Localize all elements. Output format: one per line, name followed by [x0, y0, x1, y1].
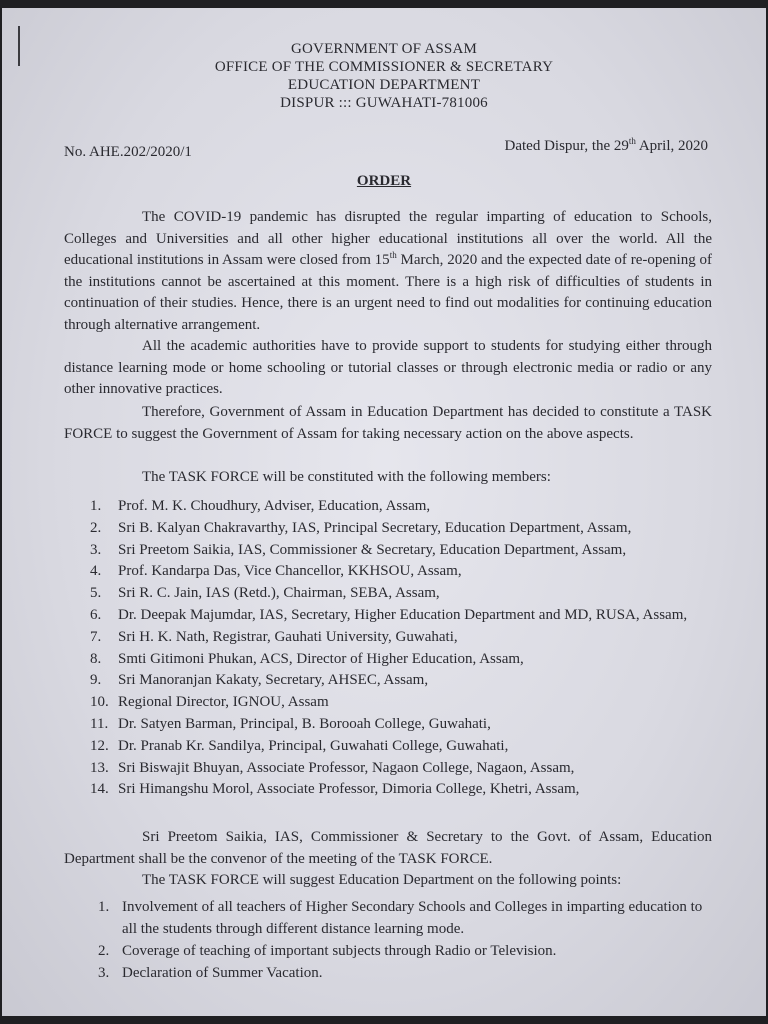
paragraph-text: March, 2020 and the expected date of re-opening of the institutions cannot be ascertained at this moment. There is a high risk of difficulties of students in continuation of their studies. Hence, there is an urgent need to find out modalities for continuing education through alternative arrangement.	[64, 252, 712, 333]
member-item-text: Dr. Satyen Barman, Principal, B. Borooah College, Guwahati,	[118, 715, 491, 732]
member-list	[90, 496, 714, 801]
member-item	[90, 561, 714, 583]
point-item	[98, 896, 718, 940]
point-item-text: Coverage of teaching of important subjects through Radio or Television.	[122, 943, 557, 959]
member-item	[90, 649, 714, 671]
paragraph-points-intro: The TASK FORCE will suggest Education Department on the following points:	[142, 872, 622, 888]
member-item-text: Sri B. Kalyan Chakravarthy, IAS, Principal Secretary, Education Department, Assam,	[118, 519, 632, 536]
member-item-text: Regional Director, IGNOU, Assam	[118, 694, 329, 711]
member-item-text: Sri Himangshu Morol, Associate Professor, Dimoria College, Khetri, Assam,	[118, 781, 580, 798]
date-superscript: th	[628, 136, 636, 146]
member-item-text: Dr. Pranab Kr. Sandilya, Principal, Guwahati College, Guwahati,	[118, 737, 509, 754]
order-date	[505, 136, 708, 155]
member-item-number: 12.	[90, 737, 109, 754]
letterhead	[2, 40, 766, 112]
member-item-text: Dr. Deepak Majumdar, IAS, Secretary, Higher Education Department and MD, RUSA, Assam,	[118, 606, 688, 623]
member-item-number: 8.	[90, 650, 102, 667]
point-item-number: 2.	[98, 943, 110, 959]
member-item-number: 3.	[90, 541, 102, 558]
member-item-number: 6.	[90, 606, 102, 623]
points-list	[98, 896, 718, 984]
point-item-text: Declaration of Summer Vacation.	[122, 965, 323, 981]
member-item	[90, 714, 714, 736]
point-item	[98, 962, 718, 984]
point-item-text: Involvement of all teachers of Higher Secondary Schools and Colleges in imparting education to all the students through different distance learning mode.	[122, 899, 703, 937]
member-item-number: 5.	[90, 585, 102, 602]
member-item-number: 4.	[90, 563, 102, 580]
member-item	[90, 583, 714, 605]
member-item-number: 11.	[90, 715, 109, 732]
member-item-text: Sri Preetom Saikia, IAS, Commissioner & Secretary, Education Department, Assam,	[118, 541, 627, 558]
member-item-text: Prof. M. K. Choudhury, Adviser, Education, Assam,	[118, 498, 431, 514]
member-item-text: Smti Gitimoni Phukan, ACS, Director of Higher Education, Assam,	[118, 650, 524, 667]
member-item-text: Sri Biswajit Bhuyan, Associate Professor, Nagaon College, Nagaon, Assam,	[118, 759, 575, 776]
member-item-text: Sri H. K. Nath, Registrar, Gauhati University, Guwahati,	[118, 628, 458, 645]
member-item	[90, 627, 714, 649]
letterhead-line: OFFICE OF THE COMMISSIONER & SECRETARY	[214, 59, 554, 75]
point-item-number: 3.	[98, 965, 110, 981]
superscript: th	[389, 250, 397, 260]
order-title: ORDER	[356, 173, 412, 189]
member-item-number: 10.	[90, 694, 109, 711]
letterhead-line: EDUCATION DEPARTMENT	[287, 77, 481, 93]
point-item-number: 1.	[98, 899, 110, 915]
date-suffix: April, 2020	[635, 138, 708, 154]
letterhead-line: GOVERNMENT OF ASSAM	[290, 41, 478, 57]
member-item-text: Prof. Kandarpa Das, Vice Chancellor, KKHSOU, Assam,	[118, 563, 462, 580]
member-item-text: Sri R. C. Jain, IAS (Retd.), Chairman, SEBA, Assam,	[118, 585, 440, 602]
member-item	[90, 540, 714, 562]
member-item	[90, 605, 714, 627]
paragraph-text: The COVID-19 pandemic has disrupted the regular imparting of education to Schools, Colleges and Universities and all other higher educational institutions all over the world. All the educational institutions in Assam were closed from 15	[64, 209, 712, 268]
member-item-number: 1.	[90, 498, 102, 514]
member-item	[90, 758, 714, 780]
paragraph-support: All the academic authorities have to provide support to students for studying either through distance learning mode or home schooling or tutorial classes or through electronic media or radio or any other innovative practices.	[64, 338, 712, 397]
member-item	[90, 670, 714, 692]
member-item	[90, 496, 714, 518]
date-prefix: Dated Dispur, the 29	[504, 138, 629, 154]
member-item-number: 2.	[90, 519, 102, 536]
paragraph-members-intro: The TASK FORCE will be constituted with the following members:	[142, 469, 551, 485]
member-item-number: 9.	[90, 672, 102, 689]
member-item	[90, 518, 714, 540]
member-item	[90, 736, 714, 758]
paragraph-intro	[64, 207, 712, 336]
member-item	[90, 692, 714, 714]
member-item	[90, 779, 714, 801]
member-item-number: 14.	[90, 781, 109, 798]
member-item-number: 7.	[90, 628, 102, 645]
paragraph-convenor: Sri Preetom Saikia, IAS, Commissioner & Secretary to the Govt. of Assam, Education Department shall be the convenor of the meeting of the TASK FORCE.	[64, 829, 712, 867]
paragraph-task-force: Therefore, Government of Assam in Education Department has decided to constitute a TASK FORCE to suggest the Government of Assam for taking necessary action on the above aspects.	[64, 404, 712, 442]
document-page	[2, 8, 766, 1016]
order-number: No. AHE.202/2020/1	[64, 144, 192, 160]
point-item	[98, 940, 718, 962]
letterhead-line: DISPUR ::: GUWAHATI-781006	[280, 95, 488, 111]
member-item-text: Sri Manoranjan Kakaty, Secretary, AHSEC, Assam,	[118, 672, 429, 689]
member-item-number: 13.	[90, 759, 109, 776]
